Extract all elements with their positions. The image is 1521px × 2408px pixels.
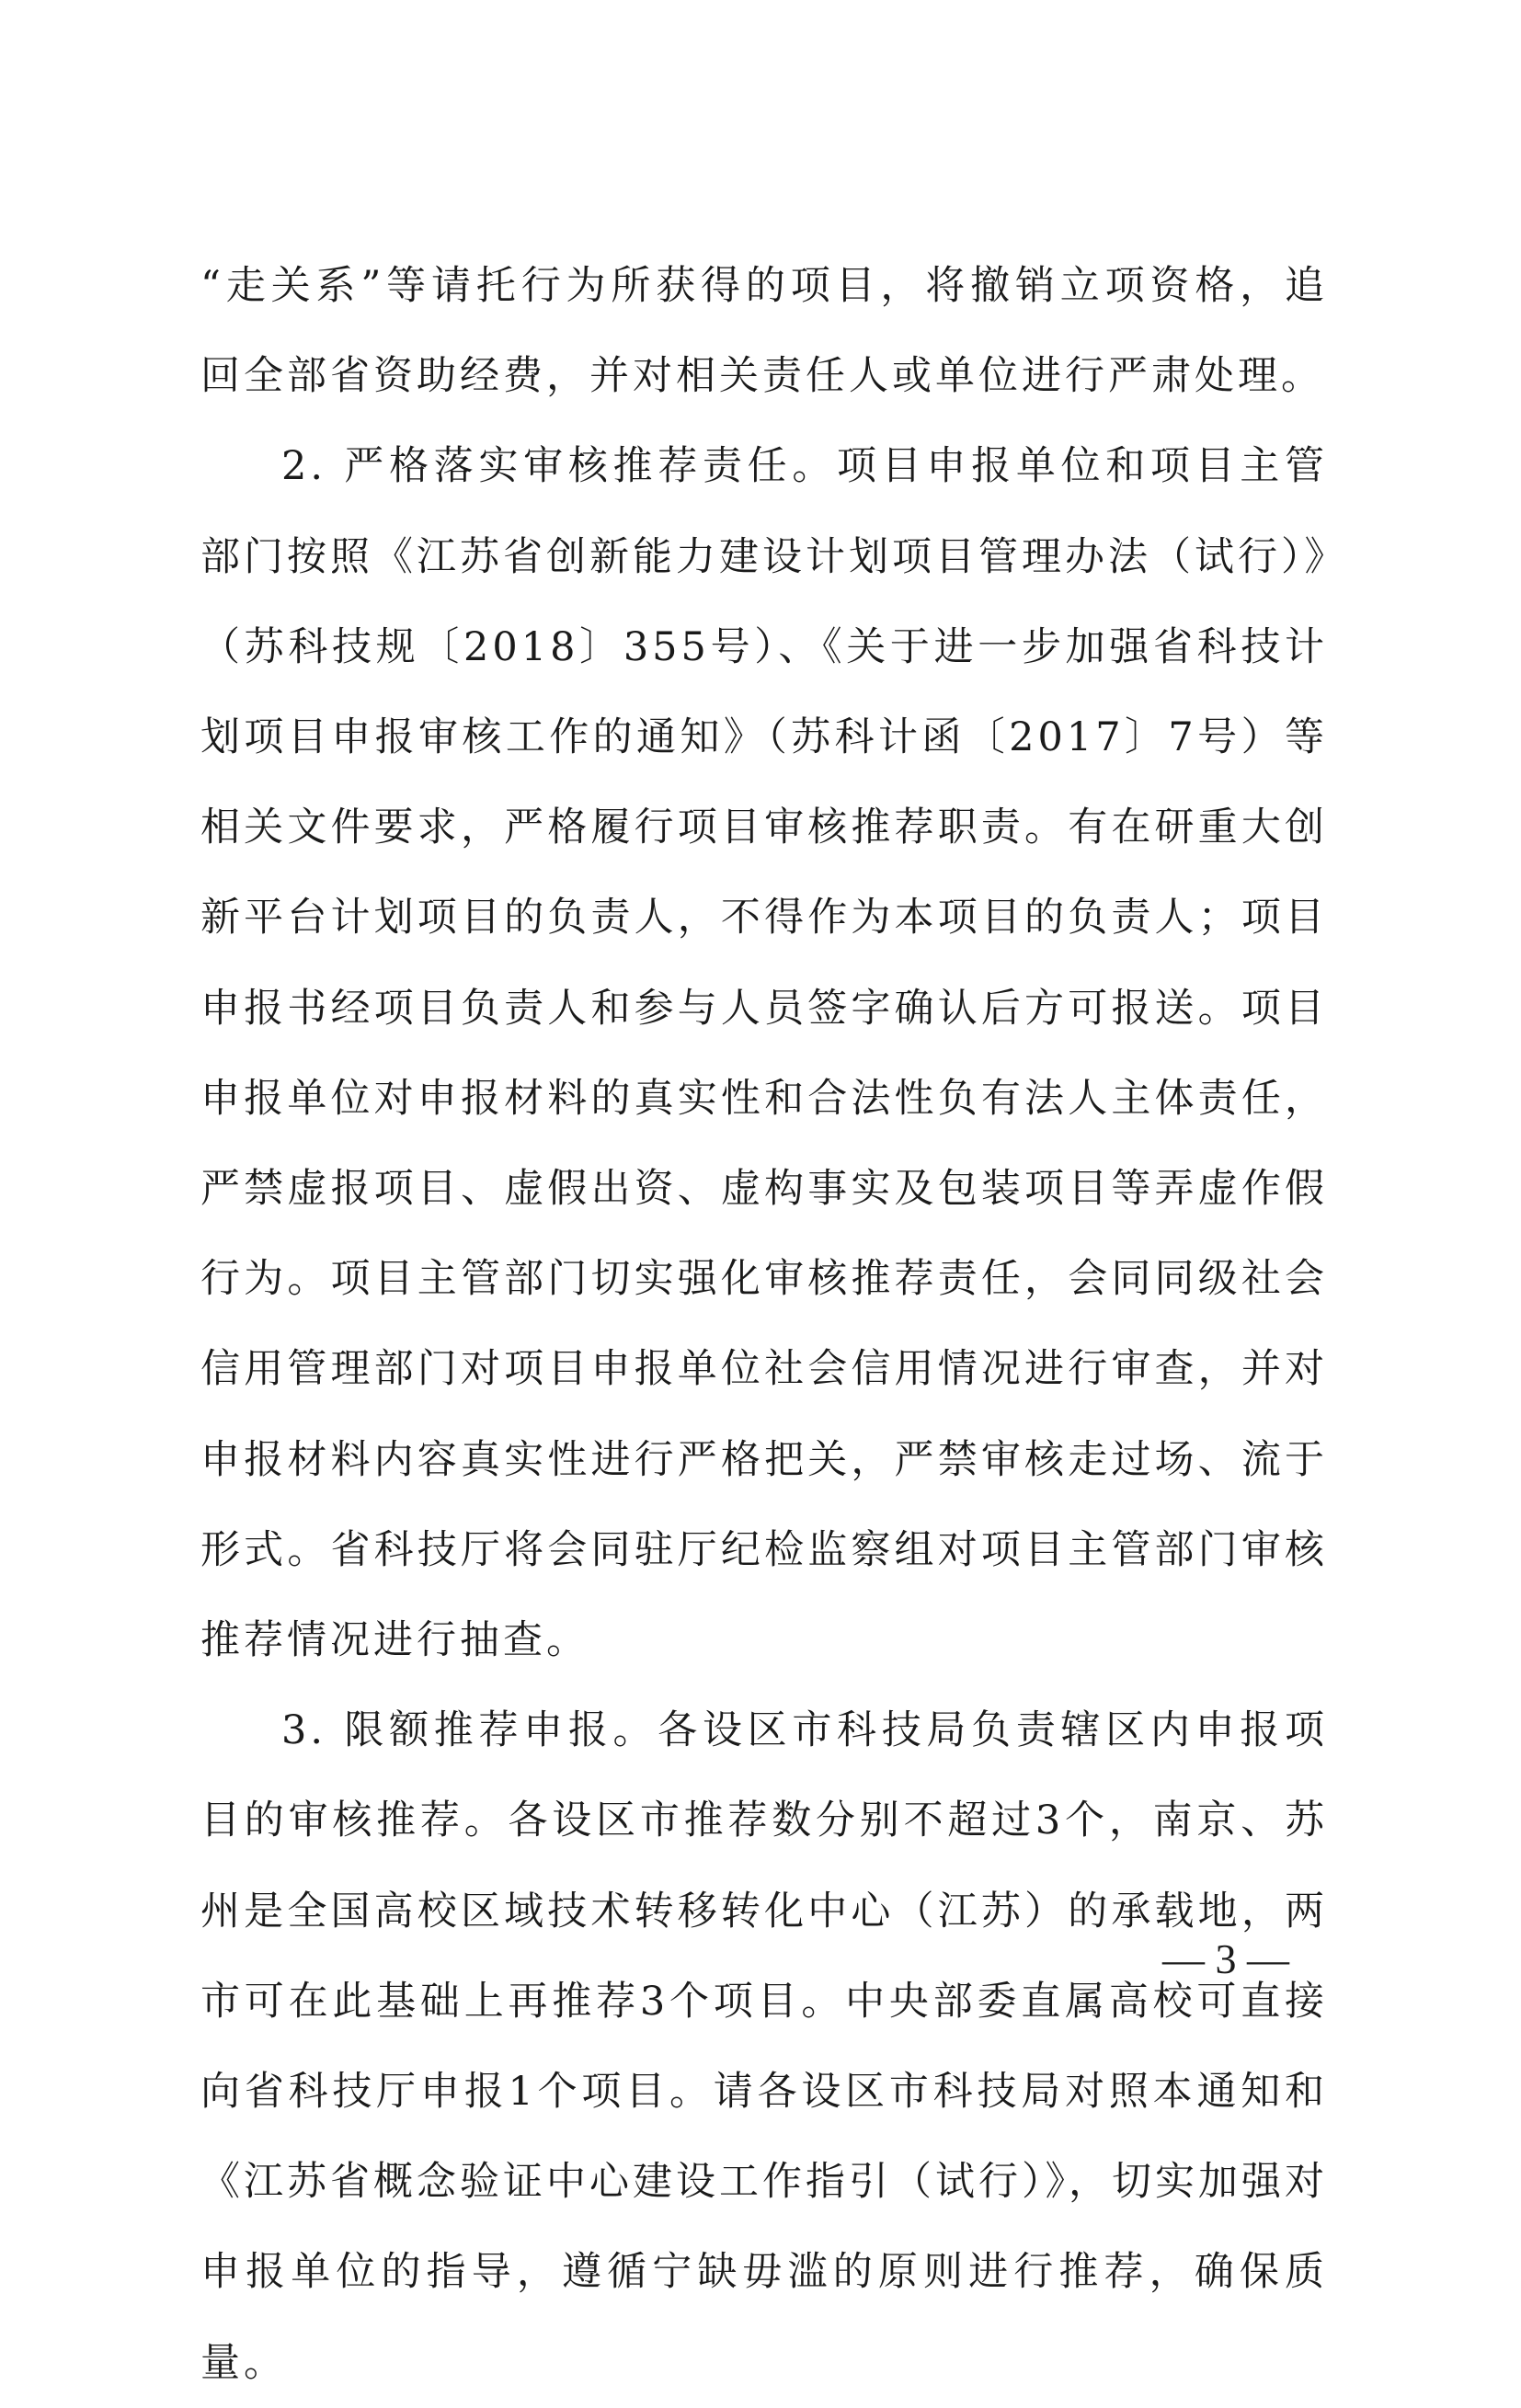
- paragraph-item-3: 3. 限额推荐申报。各设区市科技局负责辖区内申报项目的审核推荐。各设区市推荐数分别不超过3个，南京、苏州是全国高校区域技术转移转化中心（江苏）的承载地，两市可在此基础上再推荐3个项目。中央部委直属高校可直接向省科技厅申报1个项目。请各设区市科技局对照本通知和《江苏省概念验证中心建设工作指引（试行）》，切实加强对申报单位的指导，遵循宁缺毋滥的原则进行推荐，确保质量。: [200, 1707, 1328, 2386]
- paragraph-continuation: “走关系”等请托行为所获得的项目，将撤销立项资格，追回全部省资助经费，并对相关责任人或单位进行严肃处理。: [200, 263, 1328, 400]
- document-body: [200, 241, 1328, 2408]
- paragraph-item-2: 2. 严格落实审核推荐责任。项目申报单位和项目主管部门按照《江苏省创新能力建设计划项目管理办法（试行）》（苏科技规〔2018〕355号）、《关于进一步加强省科技计划项目申报审核工作的通知》（苏科计函〔2017〕7号）等相关文件要求，严格履行项目审核推荐职责。有在研重大创新平台计划项目的负责人，不得作为本项目的负责人；项目申报书经项目负责人和参与人员签字确认后方可报送。项目申报单位对申报材料的真实性和合法性负有法人主体责任，严禁虚报项目、虚假出资、虚构事实及包装项目等弄虚作假行为。项目主管部门切实强化审核推荐责任，会同同级社会信用管理部门对项目申报单位社会信用情况进行审查，并对申报材料内容真实性进行严格把关，严禁审核走过场、流于形式。省科技厅将会同驻厅纪检监察组对项目主管部门审核推荐情况进行抽查。: [200, 443, 1328, 1664]
- page-number: — 3 —: [1162, 1935, 1289, 1982]
